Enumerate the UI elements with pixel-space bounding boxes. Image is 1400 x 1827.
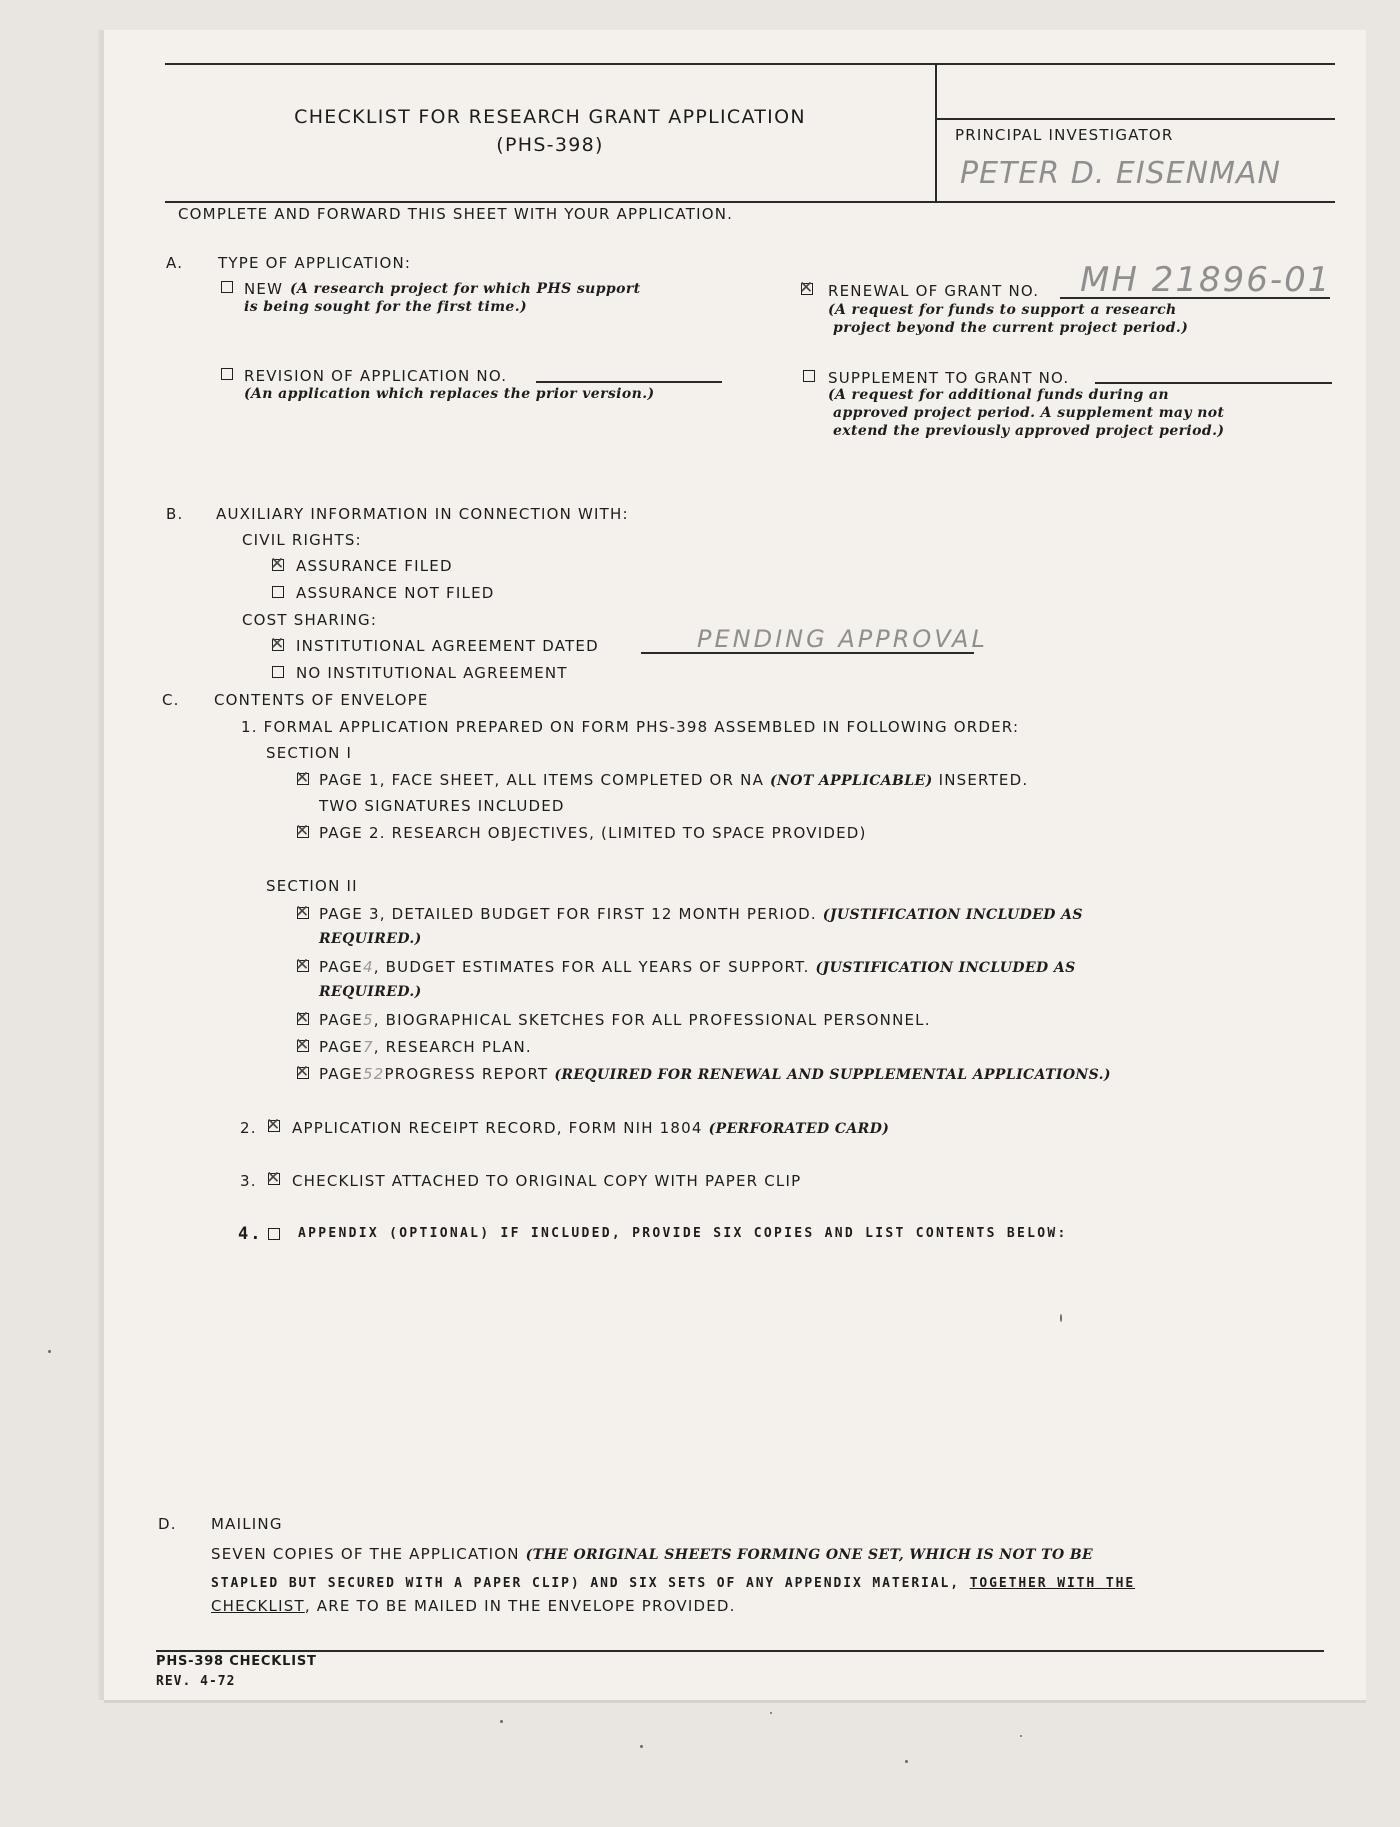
item-3-checkbox[interactable] bbox=[268, 1173, 280, 1185]
page1-line2: TWO SIGNATURES INCLUDED bbox=[319, 797, 565, 815]
item-2-checkbox[interactable] bbox=[268, 1120, 280, 1132]
revision-checkbox[interactable] bbox=[221, 368, 233, 380]
mailing-checklist-word: CHECKLIST bbox=[211, 1597, 305, 1615]
footer-rev: REV. 4-72 bbox=[156, 1674, 236, 1689]
page2-checkbox[interactable] bbox=[297, 826, 309, 838]
scan-speck bbox=[48, 1350, 51, 1353]
page4-row bbox=[319, 958, 1076, 976]
page5-number-handwritten: 5 bbox=[363, 1011, 374, 1029]
item-4-text: APPENDIX (OPTIONAL) IF INCLUDED, PROVIDE SIX COPIES AND LIST CONTENTS BELOW: bbox=[298, 1226, 1068, 1241]
scan-speck bbox=[640, 1745, 643, 1748]
supplement-checkbox[interactable] bbox=[803, 370, 815, 382]
mailing-line-2-a: STAPLED BUT SECURED WITH A PAPER CLIP) AND SIX SETS OF ANY APPENDIX MATERIAL, bbox=[211, 1576, 960, 1591]
page1-inserted: INSERTED. bbox=[938, 771, 1029, 789]
renewal-description-1: (A request for funds to support a research bbox=[828, 302, 1177, 318]
page5-checkbox[interactable] bbox=[297, 1013, 309, 1025]
section-a-letter: A. bbox=[166, 254, 184, 272]
mailing-line-2-b: TOGETHER WITH THE bbox=[969, 1576, 1136, 1591]
instruction-text: COMPLETE AND FORWARD THIS SHEET WITH YOUR APPLICATION. bbox=[178, 205, 734, 223]
page2-text: PAGE 2. RESEARCH OBJECTIVES, (LIMITED TO SPACE PROVIDED) bbox=[319, 824, 867, 842]
assurance-not-filed-label: ASSURANCE NOT FILED bbox=[296, 584, 495, 602]
item-4-checkbox[interactable] bbox=[268, 1228, 280, 1240]
page3-text: PAGE 3, DETAILED BUDGET FOR FIRST 12 MONTH PERIOD. bbox=[319, 905, 817, 923]
supplement-label: SUPPLEMENT TO GRANT NO. bbox=[828, 369, 1070, 387]
footer-rule bbox=[156, 1650, 1324, 1652]
page52-number-handwritten: 52 bbox=[363, 1065, 385, 1083]
agreement-date-value: PENDING APPROVAL bbox=[697, 625, 988, 653]
assurance-not-filed-checkbox[interactable] bbox=[272, 586, 284, 598]
page7-text: , RESEARCH PLAN. bbox=[373, 1038, 532, 1056]
page1-text-a bbox=[319, 771, 1028, 789]
pi-label-rule bbox=[935, 118, 1335, 120]
mailing-line-1-b: (THE ORIGINAL SHEETS FORMING ONE SET, WHICH IS NOT TO BE bbox=[525, 1547, 1094, 1563]
no-institutional-agreement-checkbox[interactable] bbox=[272, 666, 284, 678]
renewal-checkbox[interactable] bbox=[801, 283, 813, 295]
item-2-row bbox=[292, 1119, 889, 1137]
mailing-line-3 bbox=[211, 1597, 736, 1615]
institutional-agreement-label: INSTITUTIONAL AGREEMENT DATED bbox=[296, 637, 599, 655]
revision-number-rule bbox=[536, 381, 722, 383]
section-a-heading: TYPE OF APPLICATION: bbox=[218, 254, 412, 272]
new-checkbox[interactable] bbox=[221, 281, 233, 293]
page7-prefix: PAGE bbox=[319, 1038, 363, 1056]
item-4-number: 4. bbox=[238, 1224, 263, 1244]
page4-checkbox[interactable] bbox=[297, 960, 309, 972]
section-b-heading: AUXILIARY INFORMATION IN CONNECTION WITH: bbox=[216, 505, 629, 523]
page4-number-handwritten: 4 bbox=[363, 958, 374, 976]
item-3-text: CHECKLIST ATTACHED TO ORIGINAL COPY WITH PAPER CLIP bbox=[292, 1172, 802, 1190]
page7-checkbox[interactable] bbox=[297, 1040, 309, 1052]
renewal-label: RENEWAL OF GRANT NO. bbox=[828, 282, 1040, 300]
page5-row bbox=[319, 1011, 931, 1029]
mailing-line-2 bbox=[211, 1576, 1135, 1591]
assurance-filed-checkbox[interactable] bbox=[272, 559, 284, 571]
page7-row bbox=[319, 1038, 532, 1056]
page1-na-note: (NOT APPLICABLE) bbox=[770, 773, 933, 789]
supplement-description-3: extend the previously approved project period.) bbox=[833, 423, 1225, 439]
item-2-text: APPLICATION RECEIPT RECORD, FORM NIH 1804 bbox=[292, 1119, 703, 1137]
assurance-filed-label: ASSURANCE FILED bbox=[296, 557, 453, 575]
supplement-number-rule bbox=[1095, 382, 1332, 384]
item-2-number: 2. bbox=[240, 1119, 257, 1137]
page7-number-handwritten: 7 bbox=[363, 1038, 374, 1056]
page52-text: PROGRESS REPORT bbox=[384, 1065, 549, 1083]
header-divider bbox=[935, 63, 937, 203]
page5-prefix: PAGE bbox=[319, 1011, 363, 1029]
pi-name-handwritten: PETER D. EISENMAN bbox=[960, 156, 1281, 191]
page52-row bbox=[319, 1065, 1111, 1083]
page3-checkbox[interactable] bbox=[297, 907, 309, 919]
page5-text: , BIOGRAPHICAL SKETCHES FOR ALL PROFESSIONAL PERSONNEL. bbox=[373, 1011, 931, 1029]
supplement-description-2: approved project period. A supplement may not bbox=[833, 405, 1225, 421]
page52-note: (REQUIRED FOR RENEWAL AND SUPPLEMENTAL APPLICATIONS.) bbox=[554, 1067, 1111, 1083]
mailing-line-1 bbox=[211, 1545, 1093, 1563]
page4-text: , BUDGET ESTIMATES FOR ALL YEARS OF SUPPORT. bbox=[373, 958, 810, 976]
cost-sharing-label: COST SHARING: bbox=[242, 611, 378, 629]
section-b-letter: B. bbox=[166, 505, 184, 523]
scan-speck bbox=[500, 1720, 503, 1723]
section-1-label: SECTION I bbox=[266, 744, 353, 762]
header-top-rule bbox=[165, 63, 1335, 65]
page1-text: PAGE 1, FACE SHEET, ALL ITEMS COMPLETED OR NA bbox=[319, 771, 765, 789]
item-3-number: 3. bbox=[240, 1172, 257, 1190]
new-description-1: (A research project for which PHS support bbox=[290, 281, 641, 297]
page52-checkbox[interactable] bbox=[297, 1067, 309, 1079]
scan-speck bbox=[905, 1760, 908, 1763]
section-c-letter: C. bbox=[162, 691, 180, 709]
section-d-letter: D. bbox=[158, 1515, 177, 1533]
supplement-description-1: (A request for additional funds during an bbox=[828, 387, 1169, 403]
item-1-text: 1. FORMAL APPLICATION PREPARED ON FORM PHS-398 ASSEMBLED IN FOLLOWING ORDER: bbox=[241, 718, 1020, 736]
civil-rights-label: CIVIL RIGHTS: bbox=[242, 531, 362, 549]
page52-prefix: PAGE bbox=[319, 1065, 363, 1083]
scan-speck bbox=[1020, 1735, 1022, 1737]
page3-justification: (JUSTIFICATION INCLUDED AS bbox=[822, 907, 1083, 923]
page3-row bbox=[319, 905, 1083, 923]
section-2-label: SECTION II bbox=[266, 877, 358, 895]
form-subtitle: (PHS-398) bbox=[496, 134, 604, 156]
new-label: NEW bbox=[244, 280, 284, 298]
mailing-line-1-a: SEVEN COPIES OF THE APPLICATION bbox=[211, 1545, 520, 1563]
renewal-description-2: project beyond the current project period.) bbox=[833, 320, 1189, 336]
page3-required: REQUIRED.) bbox=[319, 931, 422, 947]
revision-label: REVISION OF APPLICATION NO. bbox=[244, 367, 508, 385]
no-institutional-agreement-label: NO INSTITUTIONAL AGREEMENT bbox=[296, 664, 568, 682]
institutional-agreement-checkbox[interactable] bbox=[272, 639, 284, 651]
section-d-heading: MAILING bbox=[211, 1515, 283, 1533]
new-description-2: is being sought for the first time.) bbox=[244, 299, 528, 315]
scan-speck bbox=[1060, 1314, 1062, 1322]
item-2-note: (PERFORATED CARD) bbox=[708, 1121, 890, 1137]
section-c-heading: CONTENTS OF ENVELOPE bbox=[214, 691, 429, 709]
renewal-grant-value: MH 21896-01 bbox=[1080, 260, 1332, 300]
page4-prefix: PAGE bbox=[319, 958, 363, 976]
pi-label: PRINCIPAL INVESTIGATOR bbox=[955, 126, 1174, 144]
footer-form-id: PHS-398 CHECKLIST bbox=[156, 1654, 317, 1669]
form-title: CHECKLIST FOR RESEARCH GRANT APPLICATION bbox=[294, 106, 806, 128]
revision-description: (An application which replaces the prior version.) bbox=[244, 386, 655, 402]
page4-justification: (JUSTIFICATION INCLUDED AS bbox=[815, 960, 1076, 976]
mailing-line-3-b: , ARE TO BE MAILED IN THE ENVELOPE PROVIDED. bbox=[304, 1597, 736, 1615]
page4-required: REQUIRED.) bbox=[319, 984, 422, 1000]
header-bottom-rule bbox=[165, 201, 1335, 203]
page1-checkbox[interactable] bbox=[297, 773, 309, 785]
scan-speck bbox=[770, 1712, 772, 1714]
